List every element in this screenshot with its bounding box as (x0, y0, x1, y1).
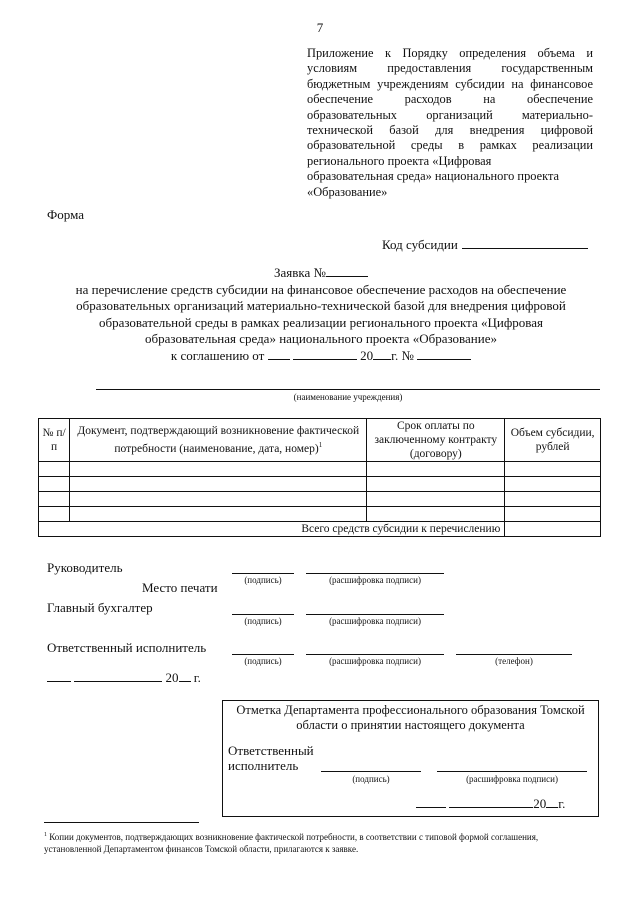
institution-field[interactable] (96, 389, 600, 390)
mark-date-year: 20 (533, 796, 547, 811)
head-signature-caption: (подпись) (244, 575, 282, 585)
total-label: Всего средств субсидии к перечислению (39, 522, 505, 537)
executor-decoding-caption: (расшифровка подписи) (329, 656, 421, 666)
table-header (39, 419, 601, 462)
agreement-day-field[interactable] (268, 348, 290, 360)
accountant-signature-caption: (подпись) (244, 616, 282, 626)
executor-phone-field[interactable] (456, 654, 572, 655)
documents-table (38, 418, 601, 537)
appendix-note (307, 46, 593, 200)
total-row (39, 522, 601, 537)
executor-signature-caption: (подпись) (244, 656, 282, 666)
footnote-ref: 1 (318, 441, 323, 450)
agreement-year-field[interactable] (373, 348, 391, 360)
executor-phone-caption: (телефон) (495, 656, 533, 666)
agreement-line (40, 348, 602, 365)
subsidy-code-label: Код субсидии (382, 237, 458, 252)
title-line-1: на перечисление средств субсидии на финансовое обеспечение расходов на обеспечение (75, 281, 567, 297)
col-document-text: Документ, подтверждающий возникновение фактической потребности (наименование, дата, номер) (77, 425, 360, 455)
accountant-decoding-caption: (расшифровка подписи) (329, 616, 421, 626)
date-month-field[interactable] (74, 670, 162, 682)
date-day-field[interactable] (47, 670, 71, 682)
mark-decoding-field[interactable] (437, 771, 587, 772)
table-row[interactable] (39, 477, 601, 492)
agreement-month-field[interactable] (293, 348, 357, 360)
footnote-text: Копии документов, подтверждающих возникновение фактической потребности, в соответствии с типовой формой соглашения, установленной Департаментом финансов Томской области, прилагаются к заявке. (44, 832, 539, 854)
col-number: № п/п (39, 419, 70, 462)
mark-date-line (416, 796, 565, 812)
stamp-label: Место печати (142, 580, 218, 595)
chief-accountant-label: Главный бухгалтер (47, 600, 153, 615)
appendix-line-1: образовательная среда» национального проекта (307, 169, 560, 184)
mark-executor-label-1: Ответственный (228, 743, 314, 758)
subsidy-code-field[interactable] (462, 237, 588, 249)
mark-executor-label-2: исполнитель (228, 758, 299, 773)
department-mark-box (222, 700, 599, 817)
appendix-line-2: «Образование» (307, 184, 388, 199)
head-decoding-field[interactable] (306, 573, 444, 574)
date-line (47, 670, 201, 686)
date-year-field[interactable] (179, 670, 191, 682)
form-label: Форма (47, 207, 84, 222)
date-suffix: г. (193, 670, 201, 685)
title-line-3: образовательной среды в рамках реализации регионального проекта «Цифровая (98, 314, 544, 330)
title-line-2: образовательных организаций материально-технической базой для внедрения цифровой (76, 298, 566, 313)
appendix-body: Приложение к Порядку определения объема и условиям предоставления государственным бюджетным учреждениям субсидии на финансовое обеспечение расходов на обеспечение образовательных организаций материально-технической базой для внедрения цифровой образовательной среды в рамках реализации регионального проекта «Цифровая (307, 46, 593, 168)
table-row[interactable] (39, 462, 601, 477)
mark-date-month-field[interactable] (449, 796, 533, 808)
agreement-year: 20 (360, 347, 374, 363)
page-number: 7 (316, 20, 324, 35)
executor-decoding-field[interactable] (306, 654, 444, 655)
col-document (70, 419, 367, 462)
mark-decoding-caption: (расшифровка подписи) (466, 774, 558, 784)
zayavka-label: Заявка № (274, 265, 326, 280)
mark-date-day-field[interactable] (416, 796, 446, 808)
total-amount-field[interactable] (505, 522, 601, 537)
head-label: Руководитель (47, 560, 123, 575)
title-line-4: образовательная среда» национального проекта «Образование» (145, 331, 497, 346)
agreement-number-label: г. № (391, 347, 414, 363)
institution-caption: (наименование учреждения) (293, 392, 403, 402)
mark-box-title: Отметка Департамента профессионального образования Томской области о принятии настоящего документа (236, 703, 585, 732)
col-amount: Объем субсидии, рублей (505, 419, 601, 462)
agreement-prefix: к соглашению от (170, 347, 265, 363)
date-year: 20 (165, 670, 179, 685)
application-title (40, 265, 602, 364)
agreement-number-field[interactable] (417, 348, 471, 360)
executor-signature-field[interactable] (232, 654, 294, 655)
head-decoding-caption: (расшифровка подписи) (329, 575, 421, 585)
table-row[interactable] (39, 507, 601, 522)
mark-date-suffix: г. (558, 796, 566, 811)
mark-signature-caption: (подпись) (352, 774, 390, 784)
executor-label: Ответственный исполнитель (47, 640, 207, 655)
accountant-decoding-field[interactable] (306, 614, 444, 615)
mark-signature-field[interactable] (321, 771, 421, 772)
application-number-field[interactable] (326, 265, 368, 277)
table-row[interactable] (39, 492, 601, 507)
footnote-divider (44, 822, 199, 823)
mark-date-year-field[interactable] (546, 796, 558, 808)
accountant-signature-field[interactable] (232, 614, 294, 615)
footnote-mark: 1 (44, 832, 47, 838)
head-signature-field[interactable] (232, 573, 294, 574)
footnote (44, 829, 594, 855)
subsidy-code (382, 237, 588, 253)
col-term: Срок оплаты по заключенному контракту (договору) (367, 419, 505, 462)
